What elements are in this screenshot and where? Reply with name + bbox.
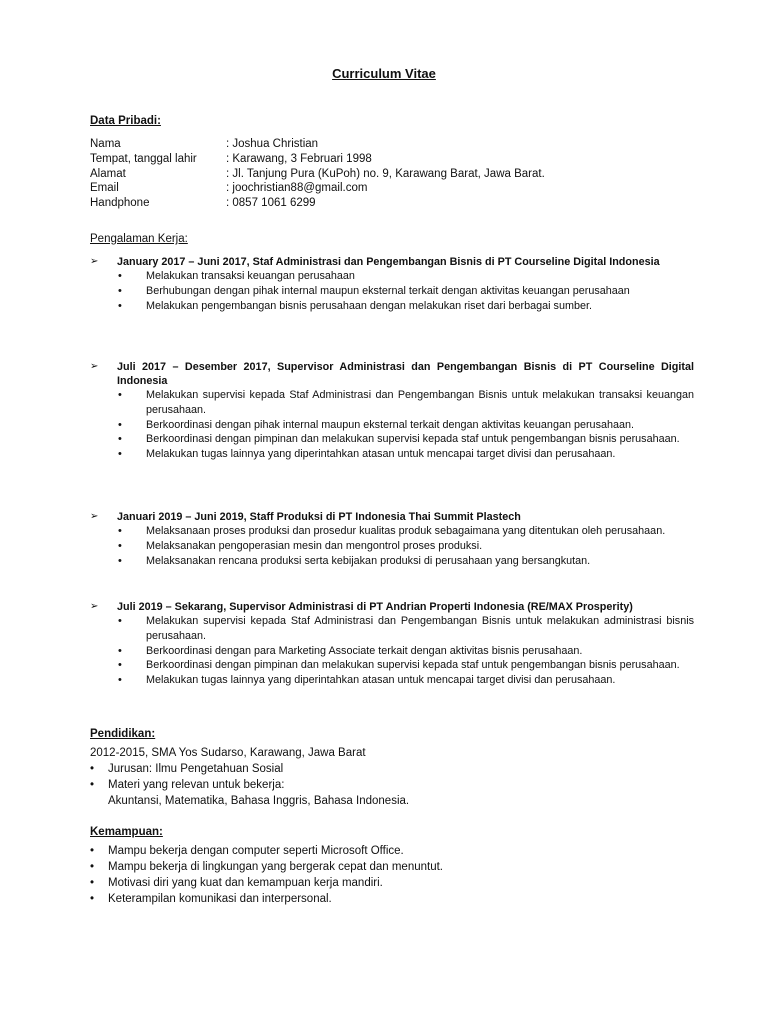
bullet-icon: •	[118, 284, 122, 297]
skill-text: Mampu bekerja di lingkungan yang bergerak cepat dan menuntut.	[108, 861, 443, 873]
list-item	[90, 843, 690, 859]
education-section	[90, 745, 690, 809]
personal-row-address	[90, 167, 545, 182]
skill-text: Mampu bekerja dengan computer seperti Microsoft Office.	[108, 845, 404, 857]
bullet-icon: •	[118, 615, 122, 627]
list-item: • Melakukan supervisi kepada Staf Administrasi dan Pengembangan Bisnis untuk melakukan transaksi keuangan perusahaan.	[90, 388, 694, 418]
list-item: • Berhubungan dengan pihak internal maupun eksternal terkait dengan aktivitas keuangan perusahaan	[90, 284, 694, 299]
skills-section	[90, 843, 690, 907]
job-entry	[90, 255, 694, 313]
list-item	[90, 875, 690, 891]
personal-data-heading: Data Pribadi:	[90, 115, 161, 127]
bullet-icon: •	[118, 539, 122, 552]
personal-value: : Karawang, 3 Februari 1998	[226, 152, 372, 165]
bullet-icon: •	[118, 270, 122, 282]
document-title: Curriculum Vitae	[332, 66, 436, 81]
arrow-bullet-icon: ➢	[90, 361, 99, 372]
personal-value: : 0857 1061 6299	[226, 197, 316, 210]
list-item: • Melakukan transaksi keuangan perusahaan	[90, 269, 694, 284]
personal-label: Handphone	[90, 197, 150, 210]
list-item: • Berkoordinasi dengan pimpinan dan melakukan supervisi kepada staf untuk pengembangan bisnis perusahaan.	[90, 658, 694, 673]
list-item: • Berkoordinasi dengan para Marketing Associate terkait dengan aktivitas bisnis perusahaan.	[90, 644, 694, 659]
job-entry	[90, 360, 694, 462]
personal-label: Nama	[90, 138, 121, 150]
job-title: January 2017 – Juni 2017, Staf Administrasi dan Pengembangan Bisnis di PT Courseline Digital Indonesia	[117, 256, 660, 268]
bullet-icon: •	[90, 893, 95, 905]
personal-label: Email	[90, 182, 119, 195]
skills-heading: Kemampuan:	[90, 826, 163, 838]
bullet-icon: •	[90, 877, 95, 889]
list-item: • Melakukan supervisi kepada Staf Administrasi dan Pengembangan Bisnis untuk melakukan administrasi bisnis perusahaan.	[90, 614, 694, 644]
personal-row-phone	[90, 196, 545, 211]
experience-heading: Pengalaman Kerja:	[90, 233, 188, 245]
bullet-icon: •	[90, 763, 95, 775]
list-item: • Berkoordinasi dengan pimpinan dan melakukan supervisi kepada staf untuk pengembangan bisnis perusahaan.	[90, 432, 694, 447]
job-title: Juli 2017 – Desember 2017, Supervisor Administrasi dan Pengembangan Bisnis di PT Courseline Digital Indonesia	[117, 361, 694, 387]
personal-value: : Joshua Christian	[226, 138, 319, 150]
bullet-icon: •	[118, 554, 122, 567]
job-entry	[90, 600, 694, 688]
education-subjects: Akuntansi, Matematika, Bahasa Inggris, Bahasa Indonesia.	[108, 795, 410, 807]
bullet-icon: •	[118, 659, 122, 672]
bullet-icon: •	[90, 845, 95, 857]
education-subjects-label: Materi yang relevan untuk bekerja:	[108, 779, 285, 791]
education-major: Jurusan: Ilmu Pengetahuan Sosial	[108, 763, 284, 775]
personal-row-birth	[90, 152, 545, 167]
personal-row-name	[90, 137, 545, 152]
skill-text: Keterampilan komunikasi dan interpersonal.	[108, 893, 332, 905]
personal-value: : joochristian88@gmail.com	[226, 182, 368, 195]
bullet-icon: •	[118, 448, 122, 461]
personal-row-email	[90, 181, 545, 196]
skill-text: Motivasi diri yang kuat dan kemampuan kerja mandiri.	[108, 877, 383, 889]
list-item: • Berkoordinasi dengan pihak internal maupun eksternal terkait dengan aktivitas keuangan perusahaan.	[90, 418, 694, 433]
education-heading: Pendidikan:	[90, 728, 156, 740]
bullet-icon: •	[118, 433, 122, 446]
arrow-bullet-icon: ➢	[90, 601, 99, 612]
list-item	[90, 761, 690, 777]
bullet-icon: •	[118, 299, 122, 312]
bullet-icon: •	[90, 861, 95, 873]
job-title: Juli 2019 – Sekarang, Supervisor Administrasi di PT Andrian Properti Indonesia (RE/MAX Prosperity)	[117, 601, 633, 613]
job-title: Januari 2019 – Juni 2019, Staff Produksi di PT Indonesia Thai Summit Plastech	[117, 511, 521, 523]
list-item: • Melaksanakan rencana produksi serta kebijakan produksi di perusahaan yang bersangkutan.	[90, 554, 694, 569]
personal-value: : Jl. Tanjung Pura (KuPoh) no. 9, Karawang Barat, Jawa Barat.	[226, 167, 545, 180]
list-item: • Melakukan tugas lainnya yang diperintahkan atasan untuk mencapai target divisi dan perusahaan.	[90, 447, 694, 462]
bullet-icon: •	[118, 418, 122, 431]
personal-data-table	[90, 137, 545, 211]
list-item	[90, 859, 690, 875]
list-item: • Melakukan tugas lainnya yang diperintahkan atasan untuk mencapai target divisi dan perusahaan.	[90, 673, 694, 688]
arrow-bullet-icon: ➢	[90, 511, 99, 522]
arrow-bullet-icon: ➢	[90, 256, 99, 267]
education-school: 2012-2015, SMA Yos Sudarso, Karawang, Jawa Barat	[90, 747, 366, 759]
bullet-icon: •	[118, 389, 122, 401]
bullet-icon: •	[90, 779, 95, 791]
bullet-icon: •	[118, 525, 122, 537]
job-entry	[90, 510, 694, 568]
bullet-icon: •	[118, 644, 122, 657]
list-item: • Melaksanakan pengoperasian mesin dan mengontrol proses produksi.	[90, 539, 694, 554]
personal-label: Tempat, tanggal lahir	[90, 152, 197, 165]
list-item: • Melaksanaan proses produksi dan prosedur kualitas produk sebagaimana yang ditentukan oleh perusahaan.	[90, 524, 694, 539]
list-item	[90, 891, 690, 907]
list-item: • Melakukan pengembangan bisnis perusahaan dengan melakukan riset dari berbagai sumber.	[90, 299, 694, 314]
bullet-icon: •	[118, 674, 122, 687]
personal-label: Alamat	[90, 167, 126, 180]
list-item	[90, 777, 690, 793]
